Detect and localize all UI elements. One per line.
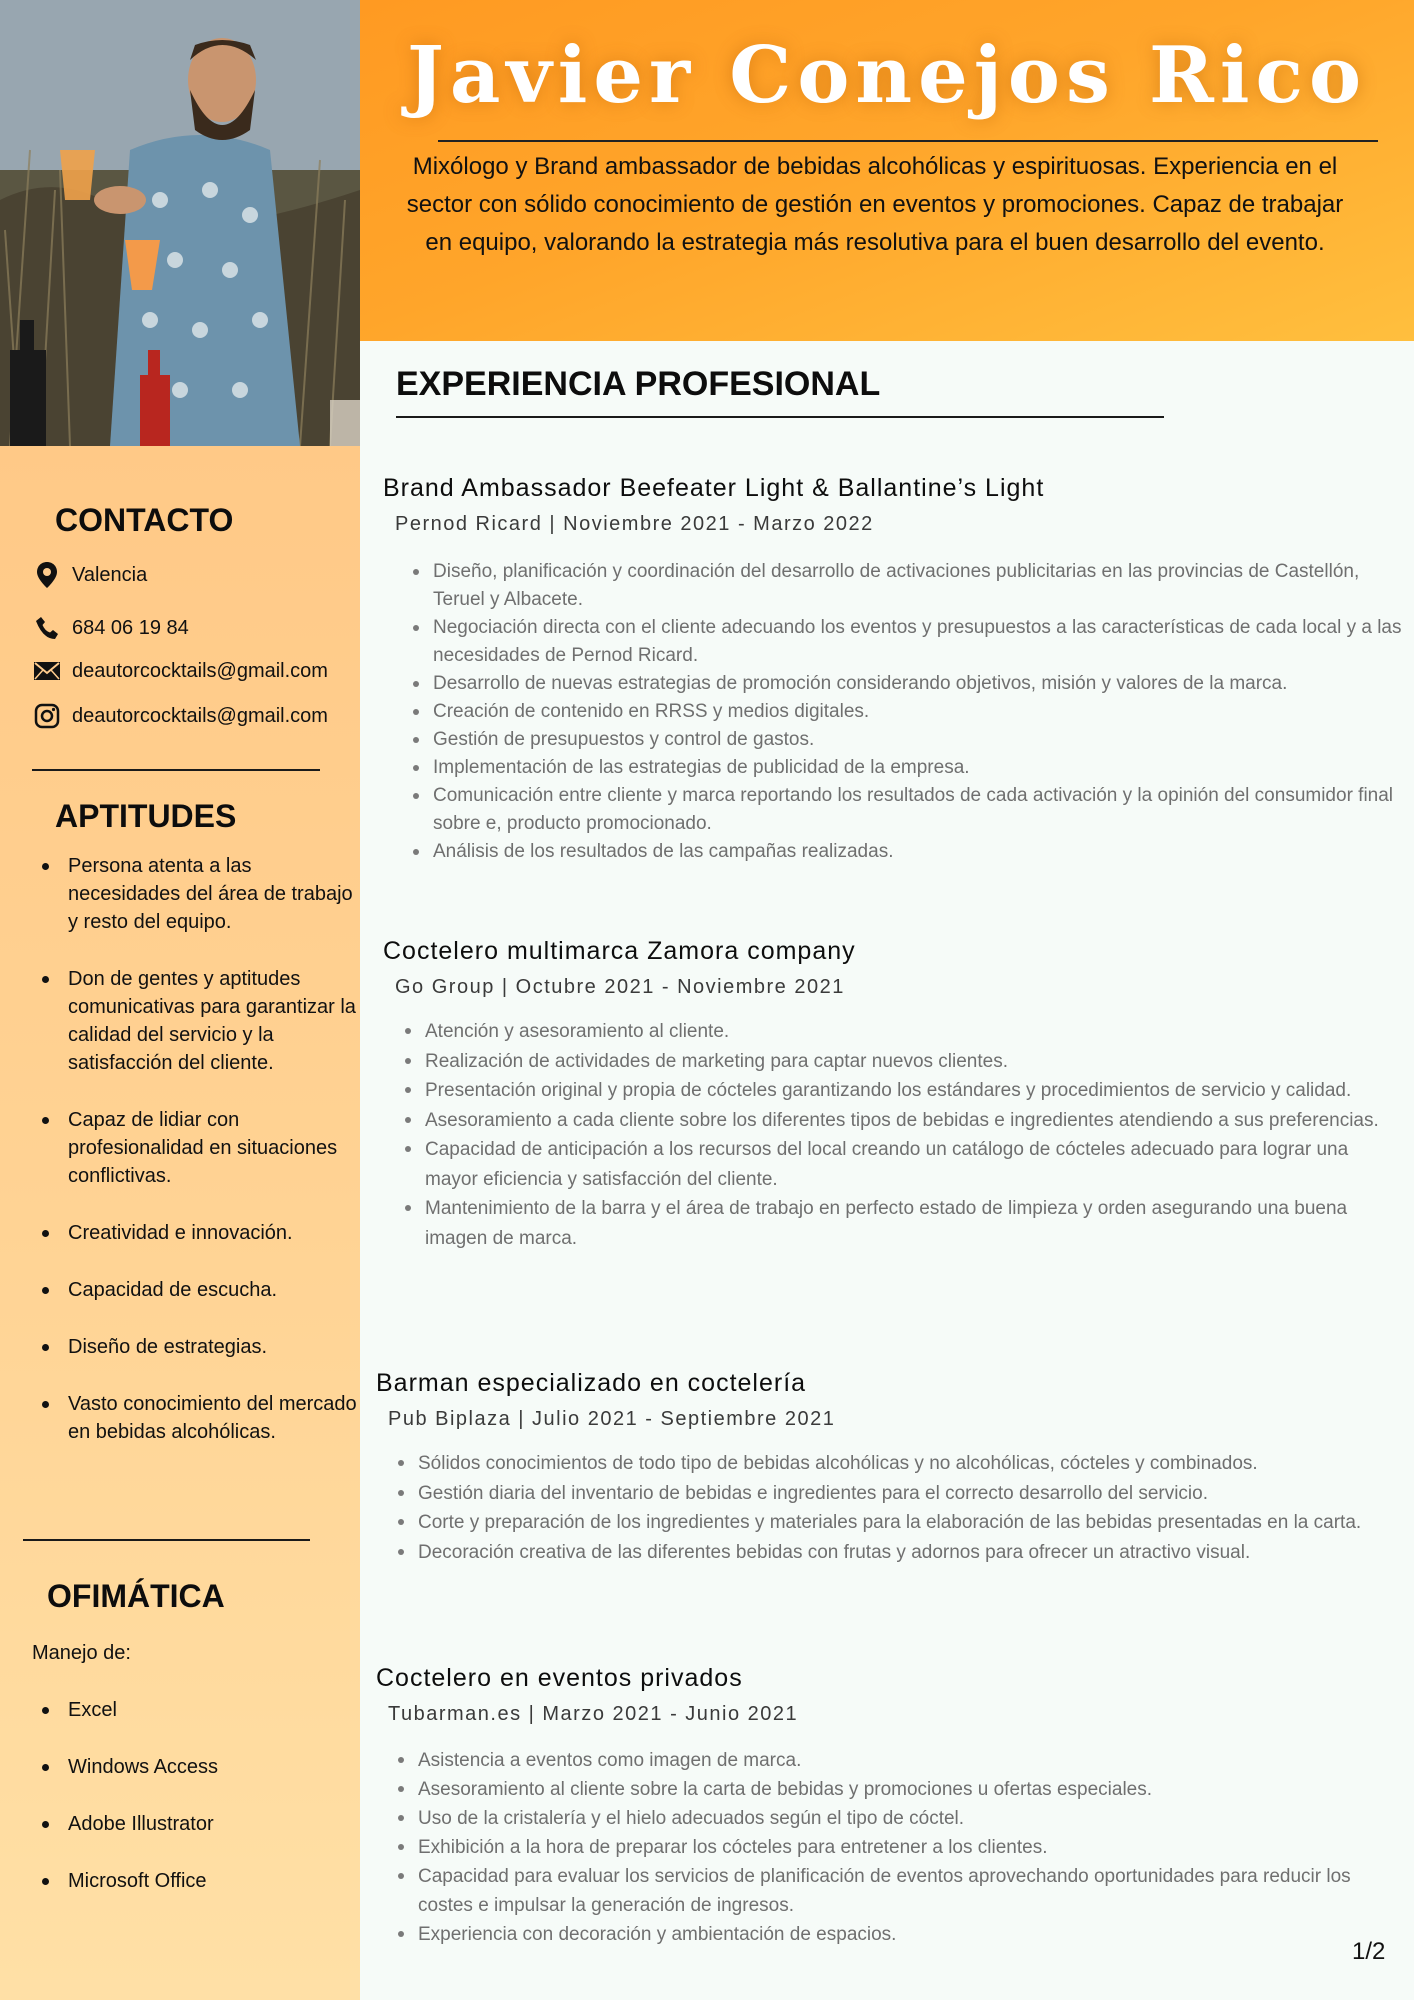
list-item: Adobe Illustrator	[40, 1810, 360, 1838]
job-bullets	[403, 558, 1403, 866]
experience-divider	[396, 416, 1164, 418]
list-item: Realización de actividades de marketing para captar nuevos clientes.	[395, 1047, 1403, 1077]
full-name: Javier Conejos Rico	[406, 30, 1367, 121]
experience-heading: EXPERIENCIA PROFESIONAL	[396, 365, 881, 403]
contact-location	[34, 562, 147, 588]
list-item: Corte y preparación de los ingredientes y materiales para la elaboración de las bebidas presentadas en la carta.	[388, 1508, 1396, 1538]
list-item: Creación de contenido en RRSS y medios digitales.	[403, 698, 1403, 726]
list-item: Negociación directa con el cliente adecuando los eventos y presupuestos a las características de cada local y a las necesidades de Pernod Ricard.	[403, 614, 1403, 670]
contact-phone	[34, 615, 189, 641]
sidebar	[0, 446, 360, 2000]
list-item: Diseño, planificación y coordinación del desarrollo de activaciones publicitarias en las provincias de Castellón, Teruel y Albacete.	[403, 558, 1403, 614]
job-entry	[376, 1369, 1396, 1567]
job-company-dates: Pub Biplaza | Julio 2021 - Septiembre 2021	[388, 1408, 836, 1430]
job-entry	[383, 937, 1403, 1253]
contact-instagram	[34, 703, 328, 729]
page-number: 1/2	[1352, 1938, 1386, 1965]
job-bullets	[395, 1017, 1403, 1253]
job-bullets	[388, 1746, 1396, 1949]
instagram-icon	[34, 703, 60, 729]
list-item: Gestión de presupuestos y control de gastos.	[403, 726, 1403, 754]
list-item: Persona atenta a las necesidades del área de trabajo y resto del equipo.	[40, 852, 360, 936]
list-item: Creatividad e innovación.	[40, 1219, 360, 1247]
list-item: Gestión diaria del inventario de bebidas e ingredientes para el correcto desarrollo del servicio.	[388, 1479, 1396, 1509]
list-item: Uso de la cristalería y el hielo adecuados según el tipo de cóctel.	[388, 1804, 1396, 1833]
job-entry	[383, 474, 1403, 866]
list-item: Vasto conocimiento del mercado en bebidas alcohólicas.	[40, 1390, 360, 1446]
list-item: Microsoft Office	[40, 1867, 360, 1895]
phone-text: 684 06 19 84	[72, 616, 189, 639]
email-text: deautorcocktails@gmail.com	[72, 659, 328, 682]
list-item: Mantenimiento de la barra y el área de trabajo en perfecto estado de limpieza y orden asegurando una buena imagen de marca.	[395, 1194, 1403, 1253]
office-intro: Manejo de:	[32, 1642, 131, 1664]
list-item: Presentación original y propia de cócteles garantizando los estándares y procedimientos de servicio y calidad.	[395, 1076, 1403, 1106]
list-item: Asesoramiento al cliente sobre la carta de bebidas y promociones u ofertas especiales.	[388, 1775, 1396, 1804]
location-text: Valencia	[72, 563, 148, 586]
list-item: Sólidos conocimientos de todo tipo de bebidas alcohólicas y no alcohólicas, cócteles y combinados.	[388, 1449, 1396, 1479]
list-item: Experiencia con decoración y ambientación de espacios.	[388, 1920, 1396, 1949]
skills-heading: APTITUDES	[55, 798, 237, 834]
job-entry	[376, 1664, 1396, 1949]
profile-summary: Mixólogo y Brand ambassador de bebidas alcohólicas y espirituosas. Experiencia en el sector con sólido conocimiento de gestión en eventos y promociones. Capaz de trabajar en equipo, valorando la estrategia más resolutiva para el buen desarrollo del evento.	[406, 153, 1344, 256]
list-item: Comunicación entre cliente y marca reportando los resultados de cada activación y la opinión del consumidor final sobre e, producto promocionado.	[403, 782, 1403, 838]
list-item: Implementación de las estrategias de publicidad de la empresa.	[403, 754, 1403, 782]
list-item: Atención y asesoramiento al cliente.	[395, 1017, 1403, 1047]
list-item: Windows Access	[40, 1753, 360, 1781]
list-item: Exhibición a la hora de preparar los cócteles para entretener a los clientes.	[388, 1833, 1396, 1862]
header-divider	[438, 140, 1378, 142]
skills-divider	[23, 1539, 310, 1541]
list-item: Capacidad de escucha.	[40, 1276, 360, 1304]
office-heading: OFIMÁTICA	[47, 1578, 225, 1614]
mail-icon	[34, 658, 60, 684]
list-item: Análisis de los resultados de las campañas realizadas.	[403, 838, 1403, 866]
profile-photo	[0, 0, 360, 446]
contact-email	[34, 658, 328, 684]
office-list	[40, 1696, 360, 1895]
list-item: Excel	[40, 1696, 360, 1724]
list-item: Decoración creativa de las diferentes bebidas con frutas y adornos para ofrecer un atractivo visual.	[388, 1538, 1396, 1568]
header-banner	[360, 0, 1414, 341]
skills-list	[40, 852, 360, 1446]
location-pin-icon	[34, 562, 60, 588]
list-item: Diseño de estrategias.	[40, 1333, 360, 1361]
list-item: Desarrollo de nuevas estrategias de promoción considerando objetivos, misión y valores de la marca.	[403, 670, 1403, 698]
job-title: Coctelero multimarca Zamora company	[383, 937, 856, 965]
job-title: Barman especializado en coctelería	[376, 1369, 807, 1397]
list-item: Don de gentes y aptitudes comunicativas para garantizar la calidad del servicio y la satisfacción del cliente.	[40, 965, 360, 1077]
list-item: Asistencia a eventos como imagen de marca.	[388, 1746, 1396, 1775]
job-company-dates: Pernod Ricard | Noviembre 2021 - Marzo 2022	[395, 513, 874, 535]
job-company-dates: Tubarman.es | Marzo 2021 - Junio 2021	[388, 1703, 799, 1725]
job-title: Coctelero en eventos privados	[376, 1664, 743, 1692]
instagram-text: deautorcocktails@gmail.com	[72, 704, 328, 727]
list-item: Asesoramiento a cada cliente sobre los diferentes tipos de bebidas e ingredientes atendiendo a sus preferencias.	[395, 1106, 1403, 1136]
list-item: Capaz de lidiar con profesionalidad en situaciones conflictivas.	[40, 1106, 360, 1190]
job-bullets	[388, 1449, 1396, 1567]
job-company-dates: Go Group | Octubre 2021 - Noviembre 2021	[395, 976, 845, 998]
list-item: Capacidad de anticipación a los recursos del local creando un catálogo de cócteles adecuado para lograr una mayor eficiencia y satisfacción del cliente.	[395, 1135, 1403, 1194]
list-item: Capacidad para evaluar los servicios de planificación de eventos aprovechando oportunidades para reducir los costes e impulsar la generación de ingresos.	[388, 1862, 1396, 1920]
contact-heading: CONTACTO	[55, 502, 234, 538]
phone-icon	[34, 615, 60, 641]
contact-divider	[32, 769, 320, 771]
job-title: Brand Ambassador Beefeater Light & Ballantine’s Light	[383, 474, 1045, 502]
